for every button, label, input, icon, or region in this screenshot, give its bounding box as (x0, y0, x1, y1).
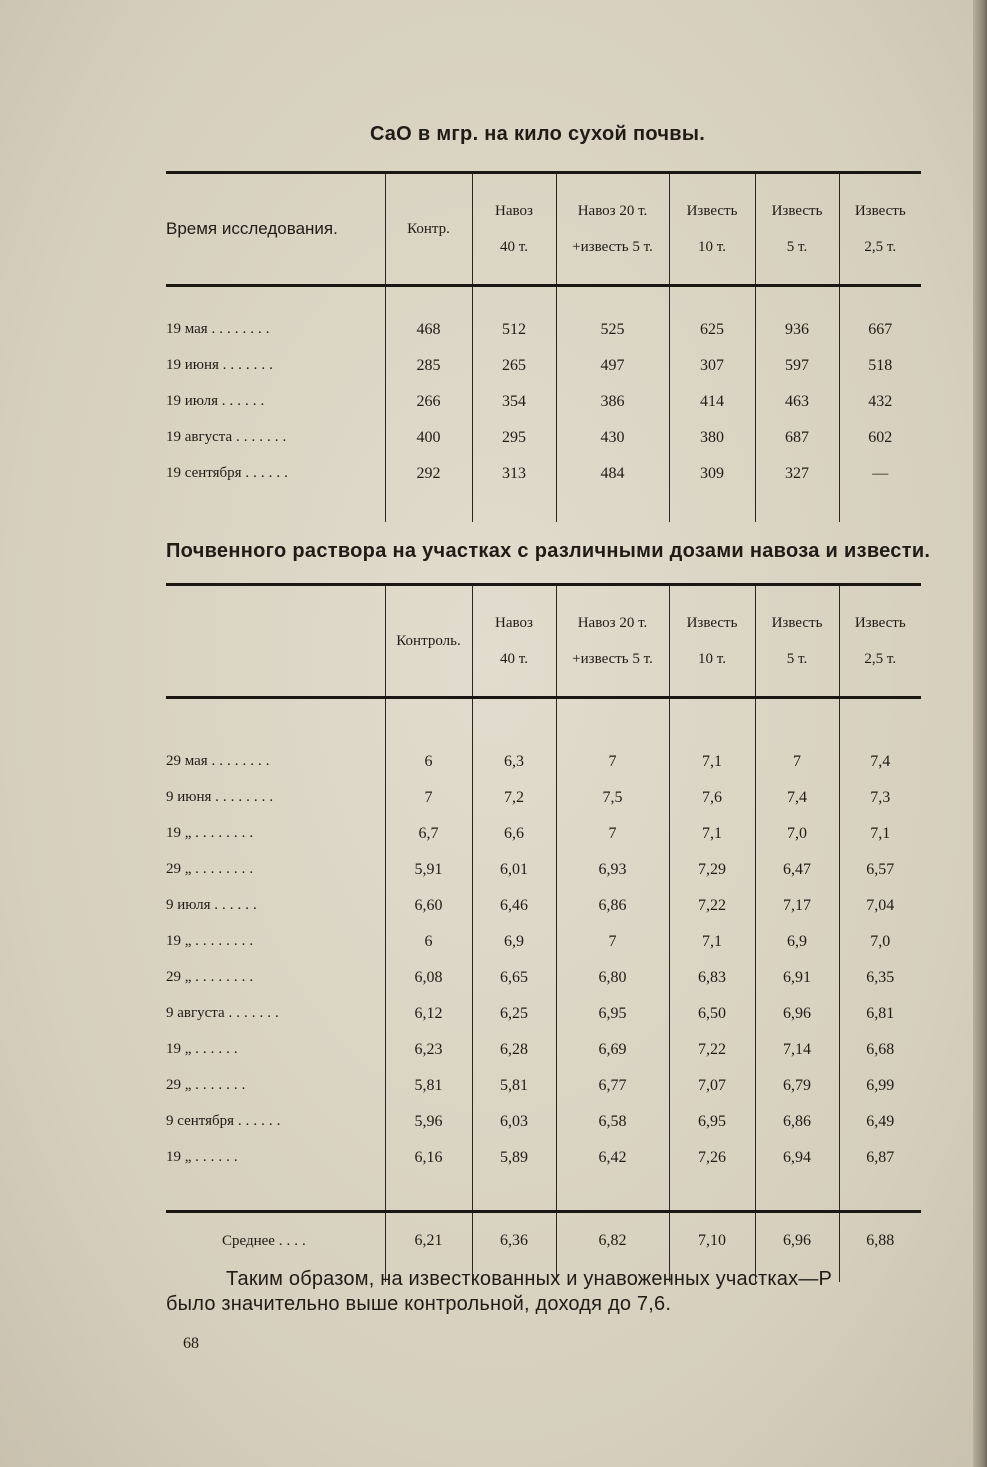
table-cell: 497 (556, 348, 669, 384)
table-cell: 7,4 (839, 744, 921, 780)
row-label (166, 744, 385, 780)
table-cell: 313 (472, 456, 556, 492)
table-cell: 6,08 (385, 960, 472, 996)
row-label (166, 420, 385, 456)
table-cell: 6,25 (472, 996, 556, 1032)
table2-col-header: Контроль. (385, 585, 472, 698)
table-cell: 6,57 (839, 852, 921, 888)
table1-col-header: Известь 10 т. (669, 173, 755, 286)
table-cell: 463 (755, 384, 839, 420)
table-cell: 687 (755, 420, 839, 456)
table-cell: 512 (472, 312, 556, 348)
table2-col-header: Известь 10 т. (669, 585, 755, 698)
table-row (166, 1140, 921, 1176)
table-cell: 7,1 (669, 924, 755, 960)
table-cell: 7 (755, 744, 839, 780)
table-cell: 5,89 (472, 1140, 556, 1176)
table-cell: 7,22 (669, 1032, 755, 1068)
table-row (166, 312, 921, 348)
table-row (166, 348, 921, 384)
table-cell: 625 (669, 312, 755, 348)
table-cell: 7,1 (669, 816, 755, 852)
table-cell: 6,99 (839, 1068, 921, 1104)
row-label-text: 19 июня (166, 357, 219, 373)
table-cell: 7,07 (669, 1068, 755, 1104)
row-label-text: 29 „ (166, 969, 192, 985)
row-label-text: 9 июля (166, 897, 211, 913)
row-label-text: 9 сентября (166, 1113, 235, 1129)
table-cell: 518 (839, 348, 921, 384)
table-cell: 6,96 (755, 1212, 839, 1270)
table-cell: 6,96 (755, 996, 839, 1032)
table-cell: 597 (755, 348, 839, 384)
table-cell: 7,0 (839, 924, 921, 960)
table-cell: 6,82 (556, 1212, 669, 1270)
table-cell: 7,1 (669, 744, 755, 780)
leader-dots: ...... (237, 1113, 285, 1129)
table-cell: 6,35 (839, 960, 921, 996)
table-row (166, 888, 921, 924)
table-cell: 468 (385, 312, 472, 348)
table-cell: 6,42 (556, 1140, 669, 1176)
footer-line-1: Таким образом, на известкованных и унавоженных участках—P (226, 1268, 833, 1290)
table-cell: 7 (556, 816, 669, 852)
table2-col-header: Навоз 20 т. +известь 5 т. (556, 585, 669, 698)
ph-table (166, 583, 921, 1282)
leader-dots: ...... (245, 465, 292, 481)
leader-dots: ....... (222, 357, 277, 373)
row-label (166, 456, 385, 492)
table-cell: 295 (472, 420, 556, 456)
table2-col-header: Навоз 40 т. (472, 585, 556, 698)
row-label (166, 960, 385, 996)
table-cell: 386 (556, 384, 669, 420)
table-cell: 6,95 (669, 1104, 755, 1140)
table-row (166, 1032, 921, 1068)
footer-paragraph (166, 1267, 926, 1317)
table1-col-header: Контр. (385, 173, 472, 286)
table-cell: 7,3 (839, 780, 921, 816)
table-row (166, 456, 921, 492)
table-cell: 354 (472, 384, 556, 420)
table-cell: 7,26 (669, 1140, 755, 1176)
table-cell: 414 (669, 384, 755, 420)
row-label (166, 384, 385, 420)
table-row (166, 852, 921, 888)
table-cell: 292 (385, 456, 472, 492)
table2-title: Почвенного раствора на участках с различными дозами навоза и извести. (166, 540, 931, 562)
table-cell: 6,01 (472, 852, 556, 888)
row-label-text: 9 августа (166, 1005, 225, 1021)
row-label-text: Среднее (222, 1232, 275, 1249)
row-label (166, 1104, 385, 1140)
table-cell: 327 (755, 456, 839, 492)
table-cell: 7,17 (755, 888, 839, 924)
table-cell: 6,95 (556, 996, 669, 1032)
cao-table (166, 171, 921, 522)
table-cell: 6,93 (556, 852, 669, 888)
table-cell: 7,14 (755, 1032, 839, 1068)
leader-dots: ........ (195, 825, 258, 841)
leader-dots: ...... (195, 1041, 242, 1057)
table2-col-header: Известь 5 т. (755, 585, 839, 698)
table-cell: 6,23 (385, 1032, 472, 1068)
leader-dots: ....... (228, 1005, 283, 1021)
leader-dots: ...... (221, 393, 269, 409)
table-cell: 6,68 (839, 1032, 921, 1068)
table-cell: 6,36 (472, 1212, 556, 1270)
table2-header-row (166, 585, 921, 698)
table-cell: 6,47 (755, 852, 839, 888)
table-cell: 6,77 (556, 1068, 669, 1104)
table-cell: 525 (556, 312, 669, 348)
row-label-text: 19 „ (166, 825, 192, 841)
table-cell: 7,1 (839, 816, 921, 852)
row-label-text: 19 мая (166, 321, 208, 337)
table-cell: 6,9 (755, 924, 839, 960)
row-label (166, 996, 385, 1032)
table-cell: 7 (556, 744, 669, 780)
leader-dots: ........ (195, 861, 258, 877)
row-label (166, 348, 385, 384)
table1-col-header: Навоз 20 т. +известь 5 т. (556, 173, 669, 286)
leader-dots: ....... (195, 1077, 250, 1093)
leader-dots: ........ (211, 753, 274, 769)
table-row (166, 384, 921, 420)
table-cell: 6,81 (839, 996, 921, 1032)
table1-col-header: Известь 2,5 т. (839, 173, 921, 286)
table-cell: 6,16 (385, 1140, 472, 1176)
row-label (166, 1212, 385, 1270)
leader-dots: ........ (211, 321, 274, 337)
row-label (166, 1032, 385, 1068)
table-cell: 6,9 (472, 924, 556, 960)
table-cell: 6,49 (839, 1104, 921, 1140)
table-row (166, 744, 921, 780)
book-spine-shadow (973, 0, 987, 1467)
row-label (166, 1068, 385, 1104)
row-label (166, 816, 385, 852)
row-label-text: 19 „ (166, 1041, 192, 1057)
row-label (166, 924, 385, 960)
table-cell: 6,60 (385, 888, 472, 924)
table-cell: 266 (385, 384, 472, 420)
table-cell: 6,6 (472, 816, 556, 852)
table-cell: 6,58 (556, 1104, 669, 1140)
leader-dots: ........ (195, 969, 258, 985)
leader-dots: ...... (214, 897, 261, 913)
table-cell: 7,4 (755, 780, 839, 816)
table-cell: 6,87 (839, 1140, 921, 1176)
table-cell: 602 (839, 420, 921, 456)
table-cell: 6,46 (472, 888, 556, 924)
average-row (166, 1212, 921, 1270)
row-label-text: 29 „ (166, 1077, 192, 1093)
table-cell: 307 (669, 348, 755, 384)
table2-col-header: Известь 2,5 т. (839, 585, 921, 698)
leader-dots: .... (278, 1232, 310, 1249)
table-cell: 6,83 (669, 960, 755, 996)
table-cell: 7,29 (669, 852, 755, 888)
table-cell: 7 (385, 780, 472, 816)
row-label-text: 29 мая (166, 753, 208, 769)
table-row (166, 420, 921, 456)
table-cell: 6,03 (472, 1104, 556, 1140)
row-label (166, 312, 385, 348)
footer-line-2: было значительно выше контрольной, доходя до 7,6. (166, 1293, 672, 1315)
table-row (166, 1104, 921, 1140)
table-cell: 7,5 (556, 780, 669, 816)
leader-dots: ...... (195, 1149, 242, 1165)
table-cell: 7,0 (755, 816, 839, 852)
leader-dots: ........ (195, 933, 258, 949)
table-row (166, 960, 921, 996)
row-label-text: 29 „ (166, 861, 192, 877)
table-cell: 6,21 (385, 1212, 472, 1270)
table-cell: 6,28 (472, 1032, 556, 1068)
table-cell: 484 (556, 456, 669, 492)
table-cell: 265 (472, 348, 556, 384)
table-row (166, 1068, 921, 1104)
table-cell: 7,22 (669, 888, 755, 924)
table-cell: 400 (385, 420, 472, 456)
leader-dots: ........ (215, 789, 278, 805)
row-label-text: 19 сентября (166, 465, 242, 481)
row-label-text: 19 августа (166, 429, 233, 445)
row-label (166, 780, 385, 816)
table-cell: 6,80 (556, 960, 669, 996)
table-cell: 6,88 (839, 1212, 921, 1270)
table1-first-header: Время исследования. (166, 219, 338, 238)
table1-col-header: Известь 5 т. (755, 173, 839, 286)
table1-title: CaO в мгр. на кило сухой почвы. (370, 123, 706, 145)
row-label-text: 19 июля (166, 393, 218, 409)
table-cell: 430 (556, 420, 669, 456)
page-number: 68 (183, 1335, 199, 1352)
table-cell: 6,12 (385, 996, 472, 1032)
table-row (166, 780, 921, 816)
table-cell: 936 (755, 312, 839, 348)
table1-header-row (166, 173, 921, 286)
table-cell: 7 (556, 924, 669, 960)
table-cell: 6 (385, 744, 472, 780)
table-cell: 5,96 (385, 1104, 472, 1140)
table-cell: 6,7 (385, 816, 472, 852)
table-cell: 5,91 (385, 852, 472, 888)
table-cell: 6,86 (755, 1104, 839, 1140)
row-label-text: 19 „ (166, 1149, 192, 1165)
row-label (166, 888, 385, 924)
table2-first-header (166, 585, 385, 698)
row-label (166, 1140, 385, 1176)
row-label (166, 852, 385, 888)
table-cell: 7,2 (472, 780, 556, 816)
table-cell: 5,81 (472, 1068, 556, 1104)
table-cell: 7,04 (839, 888, 921, 924)
table-cell: 6,69 (556, 1032, 669, 1068)
leader-dots: ....... (235, 429, 291, 445)
table-cell: 6 (385, 924, 472, 960)
table-cell: 6,3 (472, 744, 556, 780)
table-cell: 7,10 (669, 1212, 755, 1270)
table-row (166, 996, 921, 1032)
table-cell: 380 (669, 420, 755, 456)
table-row (166, 924, 921, 960)
row-label-text: 9 июня (166, 789, 212, 805)
table-cell: 667 (839, 312, 921, 348)
table-cell: 6,65 (472, 960, 556, 996)
table-cell: 5,81 (385, 1068, 472, 1104)
table-cell: 6,79 (755, 1068, 839, 1104)
table-cell: — (839, 456, 921, 492)
table-cell: 285 (385, 348, 472, 384)
table1-col-header: Навоз 40 т. (472, 173, 556, 286)
table-cell: 6,86 (556, 888, 669, 924)
row-label-text: 19 „ (166, 933, 192, 949)
table-cell: 7,6 (669, 780, 755, 816)
table-cell: 309 (669, 456, 755, 492)
table-row (166, 816, 921, 852)
table-cell: 6,91 (755, 960, 839, 996)
table-cell: 6,50 (669, 996, 755, 1032)
table-cell: 6,94 (755, 1140, 839, 1176)
table-cell: 432 (839, 384, 921, 420)
